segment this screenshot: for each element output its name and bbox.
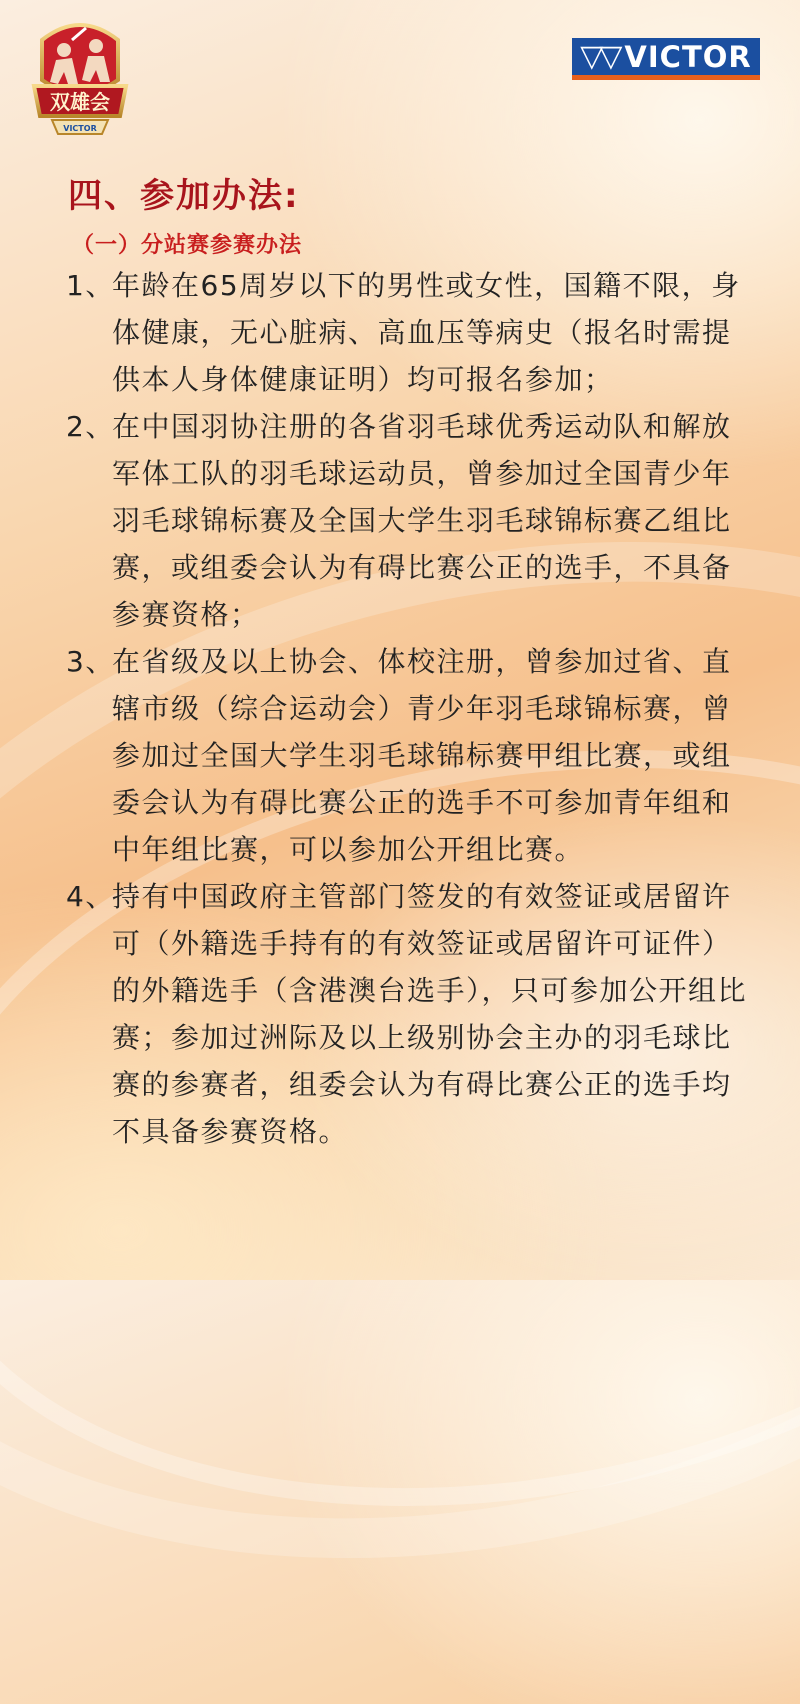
rule-text: 年龄在65周岁以下的男性或女性，国籍不限，身体健康，无心脏病、高血压等病史（报名时需提供本人身体健康证明）均可报名参加；	[112, 269, 741, 396]
rule-number: 2、	[66, 410, 115, 443]
section-subtitle: （一）分站赛参赛办法	[72, 233, 303, 258]
victor-chevron-icon: ▽▽	[580, 39, 619, 74]
badge-sponsor-mark: VICTOR	[63, 124, 97, 133]
rule-text: 持有中国政府主管部门签发的有效签证或居留许可（外籍选手持有的有效签证或居留许可证件）的外籍选手（含港澳台选手），只可参加公开组比赛；参加过洲际及以上级别协会主办的羽毛球比赛的参赛者，组委会认为有碍比赛公正的选手均不具备参赛资格。	[112, 880, 748, 1148]
victor-brand-logo	[572, 38, 760, 80]
rule-item-2	[66, 403, 756, 638]
rule-text: 在中国羽协注册的各省羽毛球优秀运动队和解放军体工队的羽毛球运动员，曾参加过全国青少年羽毛球锦标赛及全国大学生羽毛球锦标赛乙组比赛，或组委会认为有碍比赛公正的选手，不具备参赛资格；	[112, 410, 732, 631]
rule-number: 1、	[66, 269, 115, 302]
rule-number: 4、	[66, 880, 115, 913]
section-title: 四、参加办法:	[68, 176, 300, 216]
rule-text: 在省级及以上协会、体校注册，曾参加过省、直辖市级（综合运动会）青少年羽毛球锦标赛，曾参加过全国大学生羽毛球锦标赛甲组比赛，或组委会认为有碍比赛公正的选手不可参加青年组和中年组比赛，可以参加公开组比赛。	[112, 645, 732, 866]
event-badge-name: 双雄会	[50, 90, 110, 114]
event-badge-logo	[28, 10, 132, 138]
rule-item-1	[66, 262, 756, 403]
rule-item-3	[66, 638, 756, 873]
participation-rules-list	[66, 262, 756, 1155]
rule-number: 3、	[66, 645, 115, 678]
rule-item-4	[66, 873, 756, 1155]
victor-logo-text: VICTOR	[624, 39, 752, 74]
